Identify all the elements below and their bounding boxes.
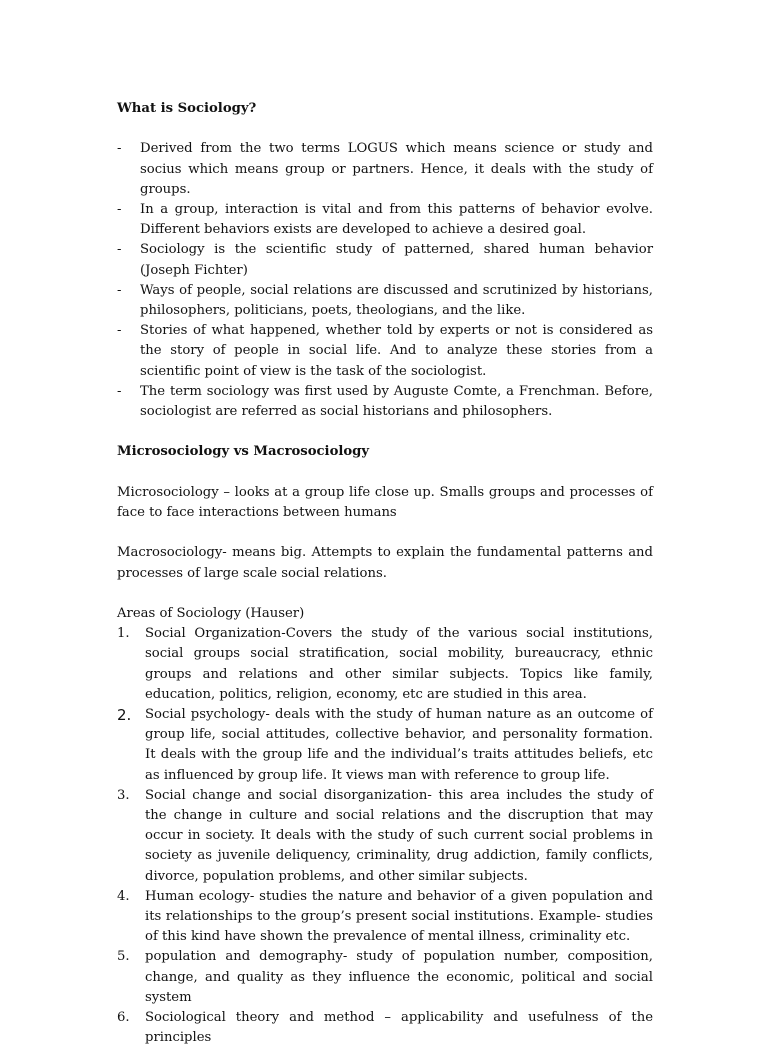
list-number: 1. xyxy=(117,626,130,642)
bullet-item: - Stories of what happened, whether told by experts or not is considered as the story of people in social life. And to analyze these stories from a scientific point of view is the task of the sociologist. xyxy=(117,321,653,382)
bullet-item: - In a group, interaction is vital and from this patterns of behavior evolve. Different behaviors exists are developed to achieve a desired goal. xyxy=(117,200,653,240)
area-item xyxy=(117,1008,653,1048)
bullet-item: - Derived from the two terms LOGUS which means science or study and socius which means group or partners. Hence, it deals with the study of groups. xyxy=(117,139,653,200)
bullet-item: - Sociology is the scientific study of patterned, shared human behavior (Joseph Fichter) xyxy=(117,240,653,280)
area-item xyxy=(117,786,653,887)
area-text: Social Organization-Covers the study of the various social institutions, social groups social stratification, social mobility, bureaucracy, ethnic groups and relations and other similar subjects. Topics like family, education, politics, religion, economy, etc are studied in this area. xyxy=(145,626,653,702)
area-text: population and demography- study of population number, composition, change, and quality as they influence the economic, political and social system xyxy=(145,949,653,1005)
areas-numbered-list xyxy=(117,624,653,1048)
macrosociology-paragraph: Macrosociology- means big. Attempts to explain the fundamental patterns and processes of large scale social relations. xyxy=(117,545,653,581)
spacer xyxy=(117,584,653,604)
spacer xyxy=(117,119,653,139)
area-item xyxy=(117,887,653,948)
spacer xyxy=(117,523,653,543)
list-number: 2. xyxy=(117,706,132,725)
list-number: 5. xyxy=(117,949,130,965)
area-text: Social change and social disorganization- this area includes the study of the change in culture and social relations and the discruption that may occur in society. It deals with the study of such current social problems in society as juvenile deliquency, criminality, drug addiction, family conflicts, divorce, population problems, and other similar subjects. xyxy=(145,787,653,884)
area-text: Sociological theory and method – applicability and usefulness of the principles xyxy=(145,1010,653,1046)
area-text: Human ecology- studies the nature and behavior of a given population and its relationships to the group’s present social institutions. Example- studies of this kind have shown the prevalence of mental illness, criminality etc. xyxy=(145,888,653,945)
area-text: Social psychology- deals with the study of human nature as an outcome of group life, social attitudes, collective behavior, and personality formation. It deals with the group life and the individual’s traits attitudes beliefs, etc as influenced by group life. It views man with reference to group life. xyxy=(145,707,653,783)
list-number: 3. xyxy=(117,787,130,803)
areas-heading: Areas of Sociology (Hauser) xyxy=(117,606,305,621)
list-number: 6. xyxy=(117,1010,130,1026)
bullet-item: - The term sociology was first used by Auguste Comte, a Frenchman. Before, sociologist are referred as social historians and philosophers. xyxy=(117,382,653,422)
area-item xyxy=(117,947,653,1008)
heading-what-is-sociology: What is Sociology? xyxy=(117,101,257,116)
area-item xyxy=(117,705,653,786)
bullet-item: - Ways of people, social relations are discussed and scrutinized by historians, philosophers, politicians, poets, theologians, and the like. xyxy=(117,281,653,321)
spacer xyxy=(117,422,653,442)
microsociology-paragraph: Microsociology – looks at a group life close up. Smalls groups and processes of face to face interactions between humans xyxy=(117,484,653,521)
list-number: 4. xyxy=(117,888,130,904)
spacer xyxy=(117,463,653,483)
heading-micro-vs-macro: Microsociology vs Macrosociology xyxy=(117,444,370,460)
document-content xyxy=(117,99,653,1048)
definition-bullet-list xyxy=(117,139,653,422)
area-item xyxy=(117,624,653,705)
